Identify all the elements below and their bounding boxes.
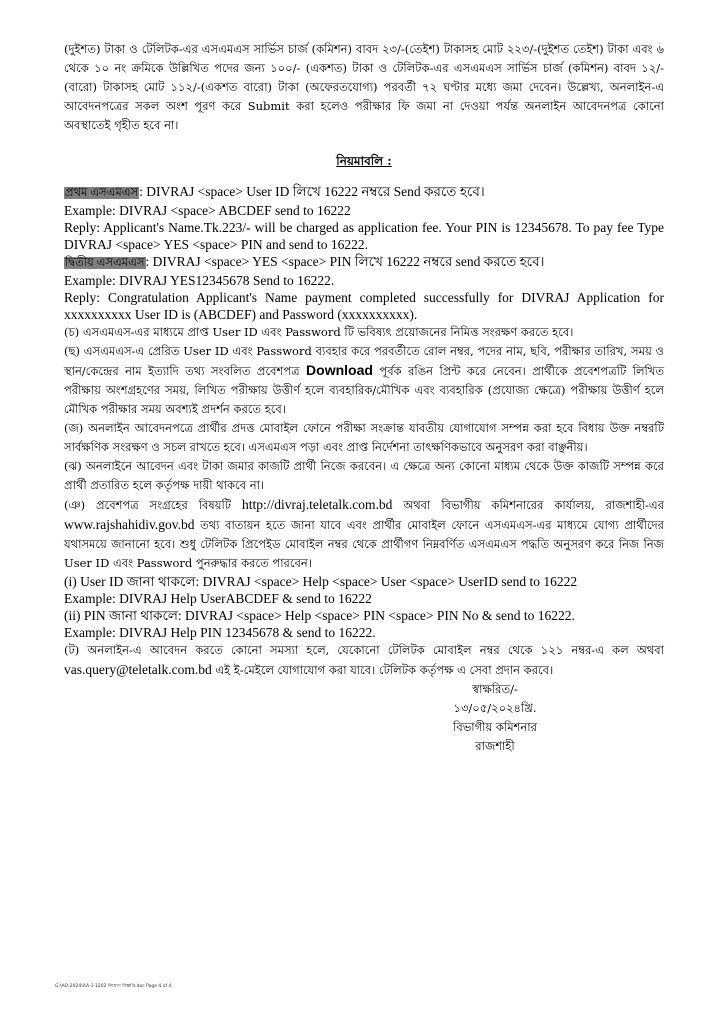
second-sms-reply: Reply: Congratulation Applicant's Name payment completed successfully for DIVRAJ Application for xxxxxxxxxx User ID is (ABCDEF) and Password (xxxxxxxxxx).: [64, 290, 664, 322]
support-email-link[interactable]: vas.query@teletalk.com.bd: [64, 662, 212, 677]
rajshahidiv-url-link[interactable]: www.rajshahidiv.gov.bd: [64, 517, 195, 532]
signature-block: [420, 680, 570, 756]
second-sms-label: দ্বিতীয় এসএমএস: [65, 257, 145, 269]
rule-chha-before: (ছ) এসএমএস-এ প্রেরিত User ID এবং Password ব্যবহার করে পরবর্তীতে রোল নম্বর, পদের নাম, ছবি, পরীক্ষার তারিখ, সময় ও স্থান/কেন্দ্রের নাম ইত্যাদি তথ্য সংবলিত প্রবেশপত্র: [64, 344, 664, 378]
rule-ta-part2: এই ই-মেইলে যোগাযোগ করা যাবে। টেলিটক কর্তৃপক্ষ এ সেবা প্রদান করবে।: [211, 663, 554, 677]
rule-jha: (ঝ) অনলাইনে আবেদন এবং টাকা জমার কাজটি প্রার্থী নিজে করবেন। এ ক্ষেত্রে অন্য কোনো মাধ্যম থেকে উক্ত কাজটি সম্পন্ন করে প্রার্থী প্রতারিত হলে কর্তৃপক্ষ দায়ী থাকবে না।: [64, 459, 664, 492]
signatory-place: রাজশাহী: [475, 739, 515, 753]
second-sms-example: Example: DIVRAJ YES12345678 Send to 16222.: [64, 273, 335, 288]
rule-ni: [64, 495, 664, 573]
rules-heading: নিয়মাবলি :: [336, 154, 392, 168]
first-sms-reply: Reply: Applicant's Name.Tk.223/- will be charged as application fee. Your PIN is 12345678. To pay fee Type DIVRAJ <space> YES <space> PIN and send to 16222.: [64, 220, 664, 252]
signature-date: ১৩/০৫/২০২৪খ্রি.: [453, 701, 537, 715]
recovery-pin-example: Example: DIVRAJ Help PIN 12345678 & send to 16222.: [64, 625, 376, 640]
second-sms-instruction: [64, 253, 664, 272]
signed-text: স্বাক্ষরিত/-: [472, 682, 518, 696]
rule-chha: [64, 342, 664, 419]
page-footer: G:\AO-2024\AA-1-1202 নিয়োগ বিজ্ঞপ্তি.doc Page 4 of 4: [55, 984, 172, 989]
first-sms-text: : DIVRAJ <space> User ID লিখে 16222 নম্বরে Send করতে হবে।: [139, 184, 485, 199]
rule-cha: (চ) এসএমএস-এর মাধ্যমে প্রাপ্ত User ID এবং Password টি ভবিষ্যৎ প্রয়োজনের নিমিত্ত সংরক্ষণ করতে হবে।: [64, 325, 574, 339]
signatory-title: বিভাগীয় কমিশনার: [453, 720, 537, 734]
divraj-url-link[interactable]: http://divraj.teletalk.com.bd: [241, 497, 393, 512]
recovery-pin: (ii) PIN জানা থাকলে: DIVRAJ <space> Help <space> PIN <space> PIN No & send to 16222.: [64, 608, 575, 623]
document-body: [64, 40, 664, 680]
recovery-userid-example: Example: DIVRAJ Help UserABCDEF & send to 16222: [64, 591, 372, 606]
recovery-userid: (i) User ID জানা থাকলে: DIVRAJ <space> Help <space> User <space> UserID send to 16222: [64, 574, 578, 589]
intro-paragraph: (দুইশত) টাকা ও টেলিটক-এর এসএমএস সার্ভিস চার্জ (কমিশন) বাবদ ২৩/-(তেইশ) টাকাসহ মোট ২২৩/-(দুইশত তেইশ) টাকা এবং ৬ থেকে ১০ নং ক্রমিকে উল্লিখিত পদের জন্য ১০০/- (একশত) টাকা ও টেলিটক-এর এসএমএস সার্ভিস চার্জ (কমিশন) বাবদ ১২/-(বারো) টাকাসহ মোট ১১২/-(একশত বারো) টাকা (অফেরতযোগ্য) পরবর্তী ৭২ ঘণ্টার মধ্যে জমা দেবেন। উল্লেখ্য, অনলাইন-এ আবেদনপত্রের সকল অংশ পূরণ করে Submit করা হলেও পরীক্ষার ফি জমা না দেওয়া পর্যন্ত অনলাইন আবেদনপত্র কোনো অবস্থাতেই গৃহীত হবে না।: [64, 42, 664, 132]
rule-ni-part2: অথবা বিভাগীয় কমিশনারের কার্যালয়, রাজশাহী-এর: [392, 498, 664, 512]
rule-ni-part3: তথ্য বাতায়ন হতে জানা যাবে এবং প্রার্থীর মোবাইল ফোনে এসএমএস-এর মাধ্যমে যোগ্য প্রার্থীদের যথাসময়ে জানানো হবে। শুধু টেলিটক প্রিপেইড মোবাইল নম্বর থেকে প্রার্থীগণ নিম্নবর্ণিত এসএমএস পদ্ধতি অনুসরণ করে নিজ নিজ User ID এবং Password পুনরুদ্ধার করতে পারবেন।: [64, 518, 664, 570]
download-word: Download: [306, 362, 373, 378]
first-sms-label: প্রথম এসএমএস: [65, 187, 139, 199]
rule-chha-after: পূর্বক রঙিন প্রিন্ট করে নেবেন। প্রার্থীকে প্রবেশপত্রটি লিখিত পরীক্ষায় অংশগ্রহণের সময়, লিখিত পরীক্ষায় উত্তীর্ণ হলে ব্যবহারিক/মৌখিক এবং ব্যবহারিক (প্রযোজ্য ক্ষেত্রে) পরীক্ষায় উত্তীর্ণ হলে মৌখিক পরীক্ষার সময় অবশ্যই প্রদর্শন করতে হবে।: [64, 364, 664, 416]
rule-ta: [64, 641, 664, 680]
first-sms-instruction: [64, 183, 664, 202]
rule-ni-part1: (ঞ) প্রবেশপত্র সংগ্রহের বিষয়টি: [64, 498, 242, 512]
rule-ta-part1: (ট) অনলাইন-এ আবেদন করতে কোনো সমস্যা হলে, যেকোনো টেলিটক মোবাইল নম্বর থেকে ১২১ নম্বর-এ কল অথবা: [64, 643, 664, 657]
second-sms-text: : DIVRAJ <space> YES <space> PIN লিখে 16222 নম্বরে send করতে হবে।: [145, 254, 545, 269]
rule-ja: (জ) অনলাইন আবেদনপত্রে প্রার্থীর প্রদত্ত মোবাইল ফোনে পরীক্ষা সংক্রান্ত যাবতীয় যোগাযোগ সম্পন্ন করা হবে বিধায় উক্ত নম্বরটি সার্বক্ষণিক সংরক্ষণ ও সচল রাখতে হবে। এসএমএস পড়া এবং প্রাপ্ত নির্দেশনা তাৎক্ষণিকভাবে অনুসরণ করা বাঞ্ছনীয়।: [64, 421, 664, 454]
first-sms-example: Example: DIVRAJ <space> ABCDEF send to 16222: [64, 203, 351, 218]
